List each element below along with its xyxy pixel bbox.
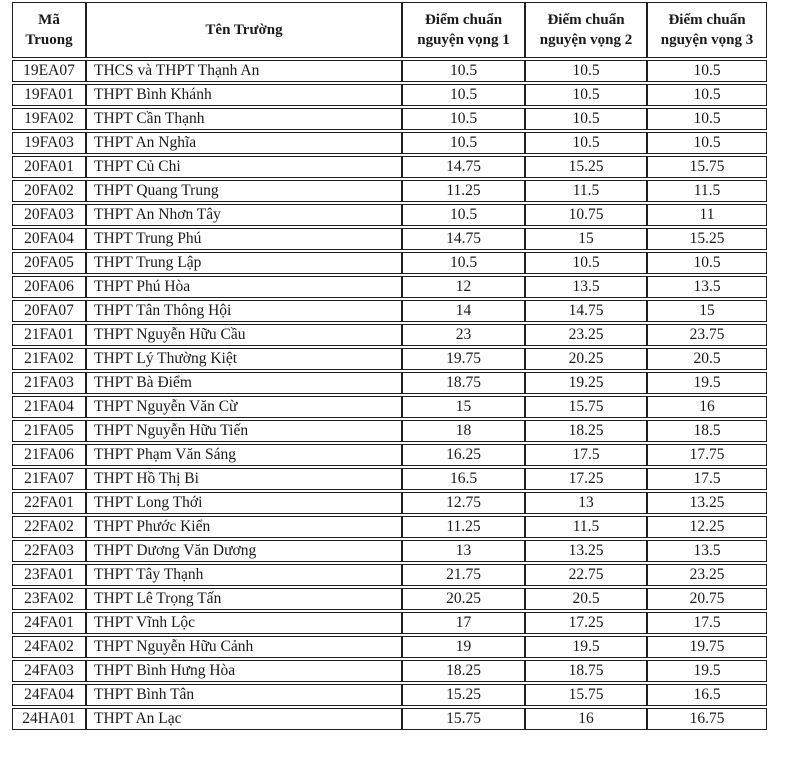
cell-score-nv1: 11.25 <box>402 516 525 538</box>
cell-score-nv2: 17.25 <box>525 612 647 634</box>
cell-school-name: THPT Tân Thông Hội <box>86 300 402 322</box>
cell-school-code: 20FA04 <box>12 228 86 250</box>
table-row <box>12 516 767 538</box>
cell-score-nv1: 16.5 <box>402 468 525 490</box>
cell-school-code: 23FA02 <box>12 588 86 610</box>
cell-school-code: 21FA04 <box>12 396 86 418</box>
cell-score-nv2: 10.5 <box>525 60 647 82</box>
cell-school-name: THPT Trung Phú <box>86 228 402 250</box>
cell-score-nv2: 15.75 <box>525 684 647 706</box>
table-row <box>12 540 767 562</box>
cell-school-name: THPT Hồ Thị Bi <box>86 468 402 490</box>
cell-school-code: 20FA02 <box>12 180 86 202</box>
cell-score-nv1: 11.25 <box>402 180 525 202</box>
cell-score-nv3: 15.75 <box>647 156 767 178</box>
cell-school-code: 19FA01 <box>12 84 86 106</box>
cell-score-nv2: 18.25 <box>525 420 647 442</box>
cell-school-name: THPT Dương Văn Dương <box>86 540 402 562</box>
cell-score-nv1: 15.75 <box>402 708 525 730</box>
cell-score-nv3: 17.75 <box>647 444 767 466</box>
cell-score-nv2: 10.5 <box>525 252 647 274</box>
cell-score-nv1: 19.75 <box>402 348 525 370</box>
table-row <box>12 708 767 730</box>
cell-score-nv2: 11.5 <box>525 180 647 202</box>
cell-school-name: THPT Nguyễn Hữu Cảnh <box>86 636 402 658</box>
cell-school-name: THPT An Nhơn Tây <box>86 204 402 226</box>
table-row <box>12 468 767 490</box>
header-row <box>12 2 767 58</box>
cell-school-code: 19FA03 <box>12 132 86 154</box>
cell-score-nv3: 10.5 <box>647 84 767 106</box>
table-row <box>12 564 767 586</box>
table-row <box>12 180 767 202</box>
table-row <box>12 636 767 658</box>
cell-score-nv1: 15 <box>402 396 525 418</box>
cell-score-nv1: 21.75 <box>402 564 525 586</box>
cell-score-nv2: 10.5 <box>525 84 647 106</box>
table-row <box>12 420 767 442</box>
cell-school-name: THPT Bình Hưng Hòa <box>86 660 402 682</box>
cell-school-code: 21FA01 <box>12 324 86 346</box>
cell-score-nv2: 15.25 <box>525 156 647 178</box>
cell-school-name: THPT Quang Trung <box>86 180 402 202</box>
cell-score-nv3: 20.5 <box>647 348 767 370</box>
table-row <box>12 324 767 346</box>
cell-score-nv1: 18.25 <box>402 660 525 682</box>
cell-school-name: THCS và THPT Thạnh An <box>86 60 402 82</box>
col-header-school-code: Mã Truong <box>12 2 86 58</box>
cell-score-nv3: 10.5 <box>647 252 767 274</box>
cell-score-nv2: 20.5 <box>525 588 647 610</box>
cell-school-name: THPT An Nghĩa <box>86 132 402 154</box>
cell-score-nv2: 23.25 <box>525 324 647 346</box>
table-row <box>12 684 767 706</box>
cell-score-nv3: 13.5 <box>647 276 767 298</box>
cell-school-name: THPT Phạm Văn Sáng <box>86 444 402 466</box>
table-row <box>12 348 767 370</box>
cell-score-nv3: 18.5 <box>647 420 767 442</box>
cell-school-name: THPT Cần Thạnh <box>86 108 402 130</box>
cell-score-nv3: 16 <box>647 396 767 418</box>
cell-school-code: 24FA04 <box>12 684 86 706</box>
cell-score-nv3: 10.5 <box>647 108 767 130</box>
cell-school-code: 21FA02 <box>12 348 86 370</box>
cell-score-nv1: 17 <box>402 612 525 634</box>
cell-score-nv3: 19.75 <box>647 636 767 658</box>
table-row <box>12 372 767 394</box>
cell-school-name: THPT Phước Kiển <box>86 516 402 538</box>
cell-school-name: THPT Lê Trọng Tấn <box>86 588 402 610</box>
cell-score-nv2: 19.5 <box>525 636 647 658</box>
cell-school-name: THPT Bà Điểm <box>86 372 402 394</box>
table-row <box>12 108 767 130</box>
cell-school-code: 20FA03 <box>12 204 86 226</box>
cell-school-code: 23FA01 <box>12 564 86 586</box>
cell-score-nv3: 19.5 <box>647 660 767 682</box>
cell-school-code: 21FA03 <box>12 372 86 394</box>
table-row <box>12 204 767 226</box>
cell-school-name: THPT Nguyễn Hữu Tiến <box>86 420 402 442</box>
cell-school-name: THPT An Lạc <box>86 708 402 730</box>
col-header-school-name: Tên Trường <box>86 2 402 58</box>
cell-score-nv2: 19.25 <box>525 372 647 394</box>
cell-score-nv2: 20.25 <box>525 348 647 370</box>
cell-score-nv1: 18.75 <box>402 372 525 394</box>
cell-score-nv3: 20.75 <box>647 588 767 610</box>
cell-score-nv1: 14.75 <box>402 156 525 178</box>
cell-score-nv1: 19 <box>402 636 525 658</box>
cell-score-nv1: 10.5 <box>402 252 525 274</box>
table-row <box>12 612 767 634</box>
col-header-score-nv2: Điểm chuẩn nguyện vọng 2 <box>525 2 647 58</box>
cell-school-code: 21FA06 <box>12 444 86 466</box>
cell-score-nv1: 23 <box>402 324 525 346</box>
cell-score-nv1: 14 <box>402 300 525 322</box>
cell-school-code: 21FA05 <box>12 420 86 442</box>
cell-school-code: 21FA07 <box>12 468 86 490</box>
cell-score-nv1: 10.5 <box>402 84 525 106</box>
cell-score-nv1: 13 <box>402 540 525 562</box>
cell-school-name: THPT Bình Khánh <box>86 84 402 106</box>
cell-score-nv3: 13.5 <box>647 540 767 562</box>
cell-score-nv2: 15 <box>525 228 647 250</box>
cell-school-name: THPT Bình Tân <box>86 684 402 706</box>
col-header-score-nv3: Điểm chuẩn nguyện vọng 3 <box>647 2 767 58</box>
cell-score-nv3: 23.25 <box>647 564 767 586</box>
cell-school-code: 20FA07 <box>12 300 86 322</box>
cell-score-nv2: 17.5 <box>525 444 647 466</box>
cell-score-nv2: 13.5 <box>525 276 647 298</box>
table-row <box>12 660 767 682</box>
cell-score-nv1: 10.5 <box>402 108 525 130</box>
cell-score-nv2: 10.75 <box>525 204 647 226</box>
cell-school-name: THPT Tây Thạnh <box>86 564 402 586</box>
cell-score-nv3: 19.5 <box>647 372 767 394</box>
cell-school-code: 20FA01 <box>12 156 86 178</box>
admission-scores-table <box>12 0 767 732</box>
table-row <box>12 228 767 250</box>
cell-score-nv2: 15.75 <box>525 396 647 418</box>
cell-score-nv1: 16.25 <box>402 444 525 466</box>
cell-school-code: 24HA01 <box>12 708 86 730</box>
cell-school-code: 24FA03 <box>12 660 86 682</box>
cell-school-name: THPT Long Thới <box>86 492 402 514</box>
cell-score-nv1: 10.5 <box>402 204 525 226</box>
table-row <box>12 396 767 418</box>
table-row <box>12 60 767 82</box>
cell-school-code: 22FA02 <box>12 516 86 538</box>
table-row <box>12 276 767 298</box>
cell-score-nv2: 10.5 <box>525 108 647 130</box>
cell-score-nv3: 11.5 <box>647 180 767 202</box>
cell-score-nv2: 22.75 <box>525 564 647 586</box>
cell-score-nv3: 11 <box>647 204 767 226</box>
cell-score-nv3: 16.75 <box>647 708 767 730</box>
cell-score-nv2: 14.75 <box>525 300 647 322</box>
table-row <box>12 156 767 178</box>
cell-school-code: 20FA05 <box>12 252 86 274</box>
cell-score-nv2: 13.25 <box>525 540 647 562</box>
cell-school-code: 20FA06 <box>12 276 86 298</box>
cell-score-nv3: 12.25 <box>647 516 767 538</box>
cell-score-nv2: 10.5 <box>525 132 647 154</box>
cell-score-nv1: 12.75 <box>402 492 525 514</box>
cell-score-nv2: 17.25 <box>525 468 647 490</box>
cell-school-name: THPT Củ Chi <box>86 156 402 178</box>
cell-score-nv1: 20.25 <box>402 588 525 610</box>
table-row <box>12 300 767 322</box>
cell-score-nv1: 10.5 <box>402 60 525 82</box>
cell-score-nv1: 10.5 <box>402 132 525 154</box>
table-row <box>12 588 767 610</box>
cell-score-nv1: 18 <box>402 420 525 442</box>
table-row <box>12 444 767 466</box>
cell-score-nv3: 15 <box>647 300 767 322</box>
cell-school-name: THPT Nguyễn Văn Cừ <box>86 396 402 418</box>
cell-score-nv3: 17.5 <box>647 468 767 490</box>
cell-school-code: 22FA01 <box>12 492 86 514</box>
table-row <box>12 492 767 514</box>
table-row <box>12 132 767 154</box>
cell-score-nv2: 13 <box>525 492 647 514</box>
cell-score-nv2: 16 <box>525 708 647 730</box>
cell-score-nv3: 13.25 <box>647 492 767 514</box>
table-body <box>12 60 767 730</box>
cell-score-nv1: 12 <box>402 276 525 298</box>
cell-school-code: 24FA01 <box>12 612 86 634</box>
cell-score-nv3: 17.5 <box>647 612 767 634</box>
cell-school-code: 19EA07 <box>12 60 86 82</box>
cell-school-code: 19FA02 <box>12 108 86 130</box>
cell-score-nv1: 15.25 <box>402 684 525 706</box>
cell-score-nv2: 11.5 <box>525 516 647 538</box>
table-row <box>12 252 767 274</box>
cell-score-nv2: 18.75 <box>525 660 647 682</box>
table-header <box>12 2 767 58</box>
col-header-score-nv1: Điểm chuẩn nguyện vọng 1 <box>402 2 525 58</box>
cell-score-nv3: 10.5 <box>647 60 767 82</box>
cell-school-code: 24FA02 <box>12 636 86 658</box>
cell-score-nv3: 15.25 <box>647 228 767 250</box>
cell-school-name: THPT Phú Hòa <box>86 276 402 298</box>
cell-school-name: THPT Lý Thường Kiệt <box>86 348 402 370</box>
cell-score-nv3: 10.5 <box>647 132 767 154</box>
cell-score-nv3: 23.75 <box>647 324 767 346</box>
cell-score-nv1: 14.75 <box>402 228 525 250</box>
table-row <box>12 84 767 106</box>
cell-school-name: THPT Vĩnh Lộc <box>86 612 402 634</box>
cell-school-code: 22FA03 <box>12 540 86 562</box>
cell-school-name: THPT Nguyễn Hữu Cầu <box>86 324 402 346</box>
cell-school-name: THPT Trung Lập <box>86 252 402 274</box>
cell-score-nv3: 16.5 <box>647 684 767 706</box>
